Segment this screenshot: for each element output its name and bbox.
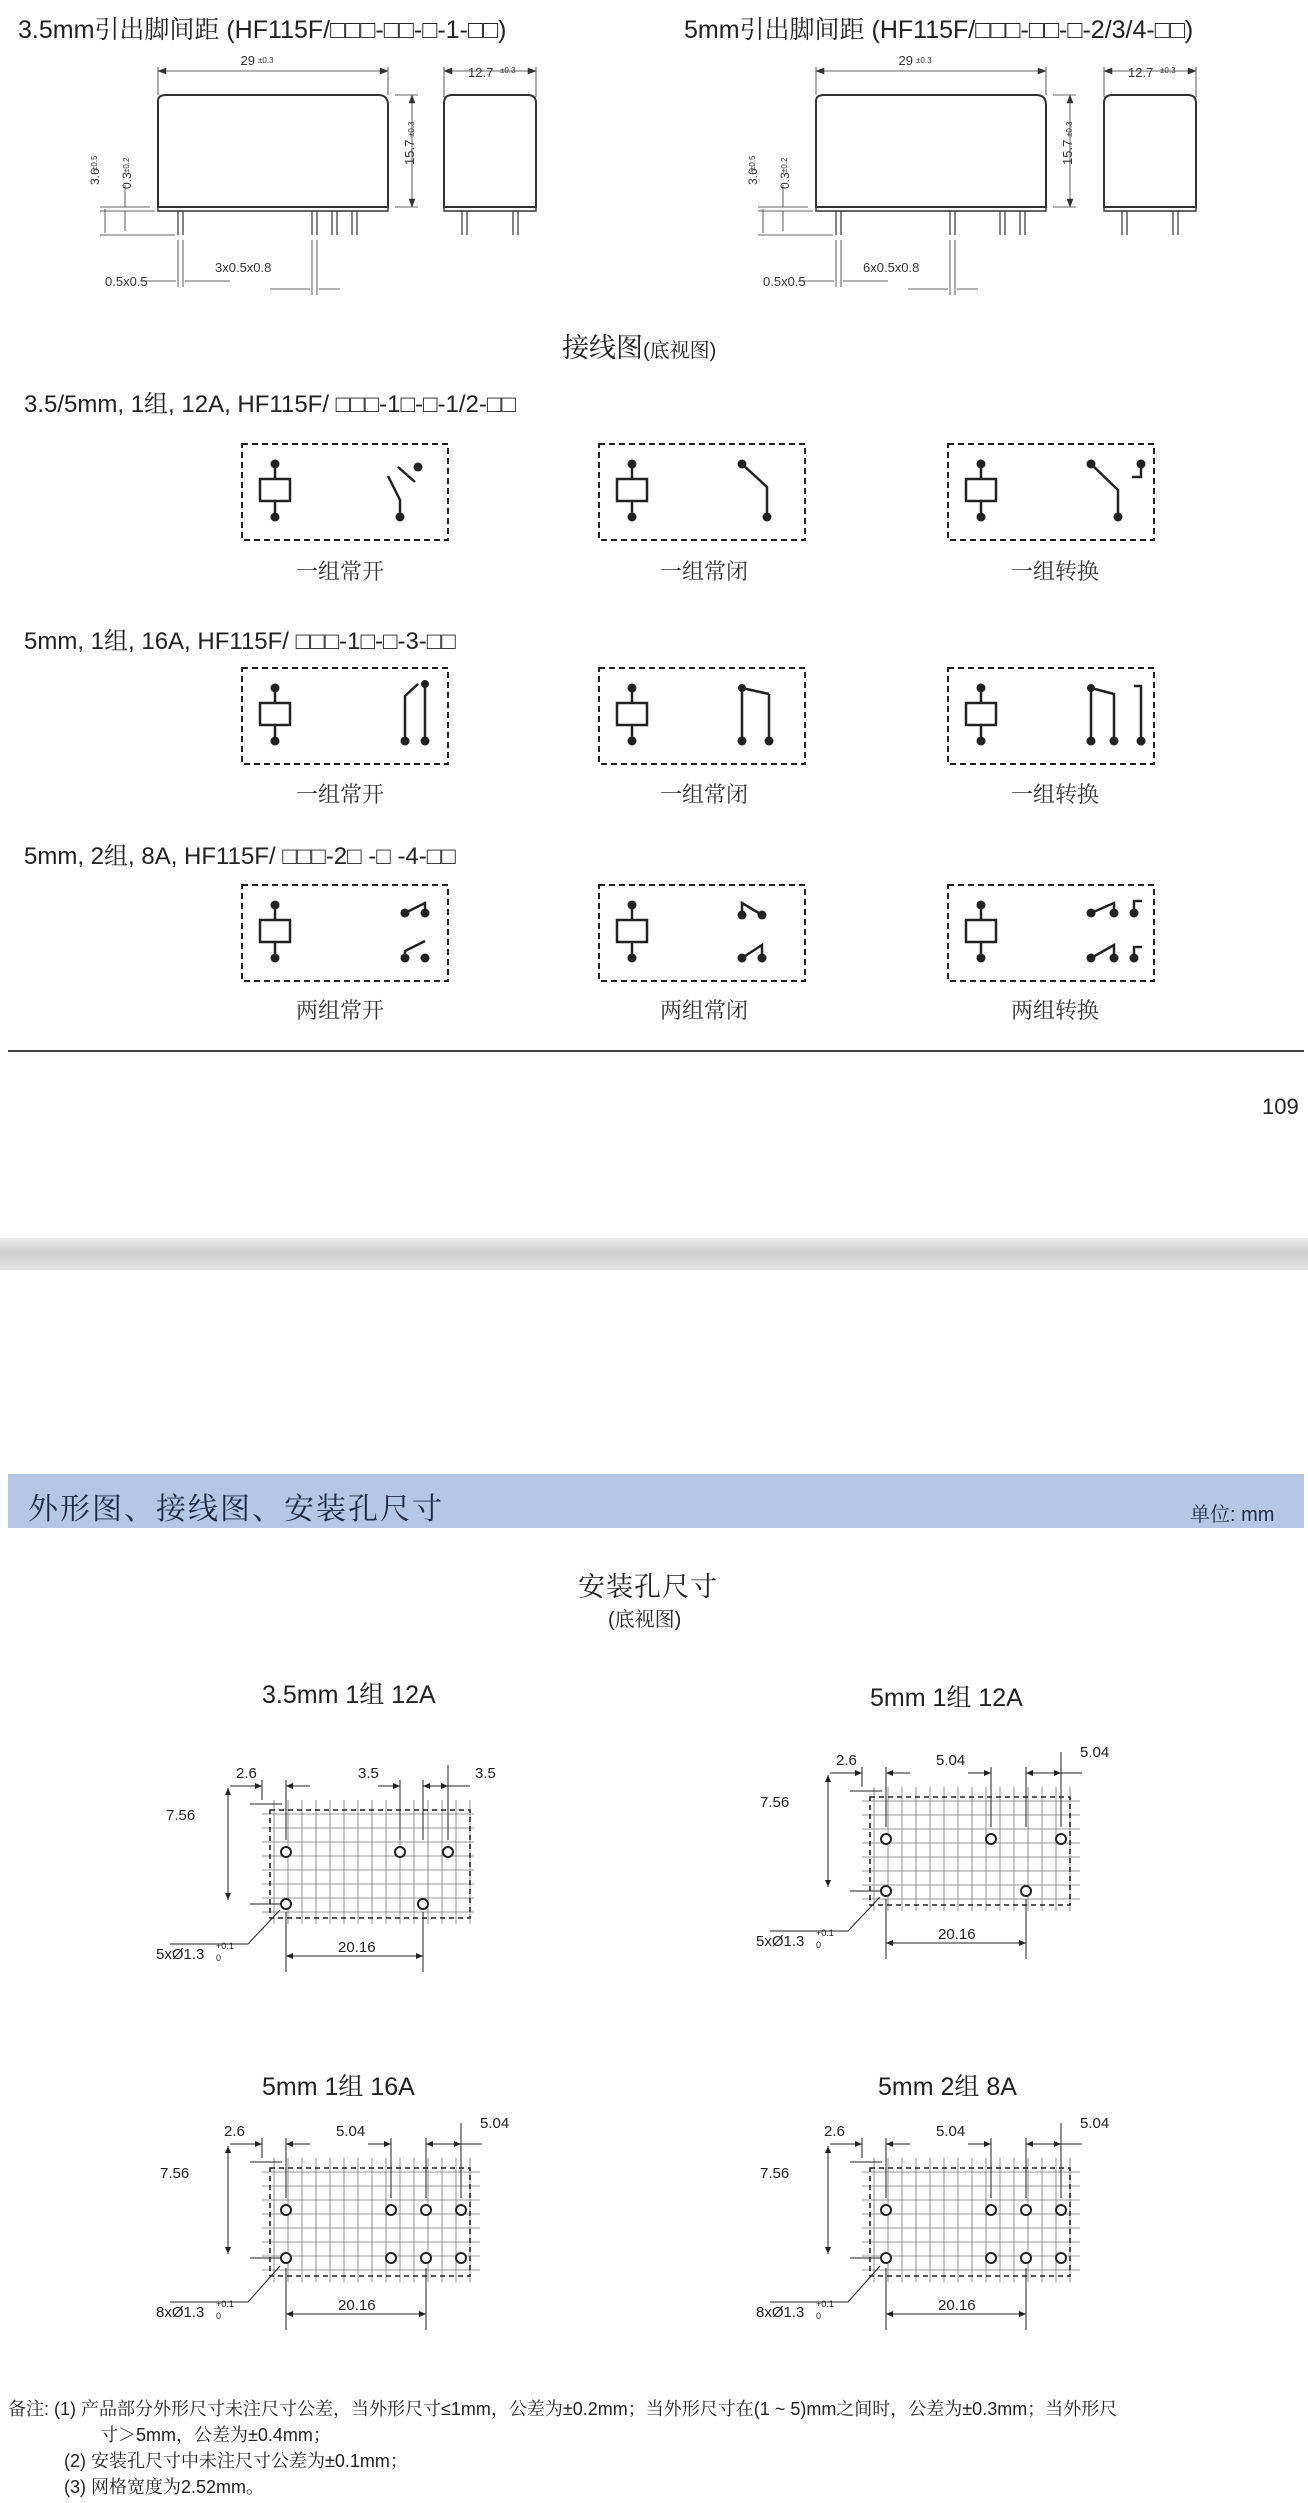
dim-hole-tol: +0.1 (816, 2299, 834, 2309)
dim-standoff-tol: ±0.2 (780, 157, 789, 173)
caption-3-co: 两组转换 (1010, 998, 1099, 1023)
wiring-subtitle: (底视图) (643, 340, 717, 362)
outline-drawing-right (738, 55, 1088, 300)
dim-hole-tol0: 0 (816, 1940, 822, 1950)
dim-width: 29 (898, 55, 913, 68)
dim-right: 5.04 (1080, 1747, 1110, 1761)
page-number: 109 (1262, 1094, 1299, 1119)
divider (8, 1050, 1304, 1052)
dim-span: 20.16 (938, 2297, 976, 2314)
dim-pin-size2: 3x0.5x0.8 (215, 260, 272, 275)
hole-pattern-d (750, 2118, 1120, 2338)
dim-hole-tol0: 0 (216, 1953, 222, 1963)
dim-mid: 5.04 (936, 1752, 966, 1769)
dim-pin-size: 0.5x0.5 (105, 274, 148, 289)
outline-drawing-left (80, 55, 430, 300)
dim-mid: 5.04 (936, 2123, 966, 2140)
dim-left: 2.6 (236, 1765, 257, 1782)
dim-standoff-tol: ±0.2 (122, 157, 131, 173)
dim-height-tol: ±0.3 (407, 121, 416, 137)
caption-2-co: 一组转换 (1010, 782, 1099, 807)
notes-label: 备注: (8, 2399, 50, 2419)
notes (8, 2396, 1117, 2500)
note-1-cont: 寸＞5mm，公差为±0.4mm； (100, 2425, 331, 2445)
dim-right: 5.04 (1080, 2118, 1110, 2132)
side-drawing-right (1096, 55, 1216, 255)
dim-side-width-tol: ±0.3 (1160, 66, 1176, 75)
note-1: (1) 产品部分外形尺寸未注尺寸公差，当外形尺寸≤1mm，公差为±0.2mm；当外形尺寸在(1 ~ 5)mm之间时，公差为±0.3mm；当外形尺 (54, 2399, 1118, 2419)
dim-height: 15.7 (402, 139, 417, 165)
dim-pin-len-tol: ±0.5 (748, 155, 757, 171)
dim-right: 5.04 (480, 2118, 510, 2132)
dim-width-tol: ±0.3 (258, 56, 274, 65)
page-separator (0, 1238, 1308, 1270)
section-band (8, 1474, 1304, 1528)
caption-2-nc: 一组常闭 (659, 782, 748, 807)
dim-standoff: 0.3 (120, 172, 134, 189)
dim-span: 20.16 (338, 1939, 376, 1956)
dim-holes: 8xØ1.3 (756, 2304, 805, 2321)
side-drawing-left (436, 55, 556, 255)
dim-pin-len: 3.6 (88, 168, 102, 185)
dim-left: 2.6 (224, 2123, 245, 2140)
dim-hole-tol: +0.1 (816, 1928, 834, 1938)
dim-title-left: 3.5mm引出脚间距 (HF115F/□□□-□□-□-1-□□) (18, 16, 507, 44)
dim-hole-tol0: 0 (216, 2311, 222, 2321)
dim-pin-len: 3.6 (746, 168, 760, 185)
hole-pattern-c (150, 2118, 520, 2338)
wiring-title: 接线图(底视图) (562, 333, 717, 363)
pattern-title-a: 3.5mm 1组 12A (262, 1681, 436, 1709)
group-title-2: 5mm, 1组, 16A, HF115F/ □□□-1□-□-3-□□ (24, 628, 456, 655)
dim-mid: 3.5 (358, 1765, 379, 1782)
dim-height: 7.56 (166, 1807, 196, 1824)
dim-hole-tol: +0.1 (216, 2299, 234, 2309)
pattern-title-c: 5mm 1组 16A (262, 2073, 415, 2101)
diagram-3-co (946, 883, 1164, 986)
mount-subtitle: (底视图) (608, 1609, 682, 1631)
group-title-1: 3.5/5mm, 1组, 12A, HF115F/ □□□-1□-□-1/2-□□ (24, 391, 516, 418)
dim-span: 20.16 (938, 1926, 976, 1943)
dim-holes: 5xØ1.3 (756, 1933, 805, 1950)
section-title: 外形图、接线图、安装孔尺寸 (28, 1493, 444, 1526)
dim-height: 7.56 (760, 1794, 790, 1811)
dim-mid: 5.04 (336, 2123, 366, 2140)
caption-1-co: 一组转换 (1010, 559, 1099, 584)
pattern-title-b: 5mm 1组 12A (870, 1684, 1023, 1712)
caption-1-no: 一组常开 (295, 559, 384, 584)
dim-left: 2.6 (836, 1752, 857, 1769)
diagram-3-no (240, 883, 458, 986)
diagram-1-nc (597, 442, 815, 545)
hole-pattern-a (150, 1760, 510, 1980)
dim-width: 29 (240, 55, 255, 68)
dim-standoff: 0.3 (778, 172, 792, 189)
dim-height: 7.56 (160, 2165, 190, 2182)
caption-3-no: 两组常开 (295, 998, 384, 1023)
dim-left: 2.6 (824, 2123, 845, 2140)
dim-side-width: 12.7 (468, 65, 494, 80)
unit-label: 单位: mm (1190, 1504, 1275, 1526)
pattern-title-d: 5mm 2组 8A (878, 2073, 1017, 2101)
diagram-1-no (240, 442, 458, 545)
dim-pin-len-tol: ±0.5 (90, 155, 99, 171)
caption-2-no: 一组常开 (295, 782, 384, 807)
diagram-2-nc (597, 666, 815, 769)
dim-hole-tol: +0.1 (216, 1941, 234, 1951)
dim-holes: 5xØ1.3 (156, 1946, 205, 1963)
diagram-2-no (240, 666, 458, 769)
caption-1-nc: 一组常闭 (659, 559, 748, 584)
dim-pin-size2: 6x0.5x0.8 (863, 260, 920, 275)
dim-height: 15.7 (1060, 139, 1075, 165)
mount-title: 安装孔尺寸 (578, 1572, 718, 1602)
dim-title-right: 5mm引出脚间距 (HF115F/□□□-□□-□-2/3/4-□□) (684, 16, 1194, 44)
diagram-1-co (946, 442, 1164, 545)
dim-pin-size: 0.5x0.5 (763, 274, 806, 289)
dim-height-tol: ±0.3 (1065, 121, 1074, 137)
note-2: (2) 安装孔尺寸中未注尺寸公差为±0.1mm； (64, 2451, 408, 2471)
dim-span: 20.16 (338, 2297, 376, 2314)
dim-height: 7.56 (760, 2165, 790, 2182)
dim-side-width-tol: ±0.3 (500, 66, 516, 75)
dim-right: 3.5 (475, 1765, 496, 1782)
hole-pattern-b (750, 1747, 1120, 1967)
dim-width-tol: ±0.3 (916, 56, 932, 65)
note-3: (3) 网格宽度为2.52mm。 (64, 2477, 265, 2497)
caption-3-nc: 两组常闭 (659, 998, 748, 1023)
diagram-3-nc (597, 883, 815, 986)
dim-hole-tol0: 0 (816, 2311, 822, 2321)
dim-holes: 8xØ1.3 (156, 2304, 205, 2321)
dim-side-width: 12.7 (1128, 65, 1154, 80)
group-title-3: 5mm, 2组, 8A, HF115F/ □□□-2□ -□ -4-□□ (24, 843, 456, 870)
diagram-2-co (946, 666, 1164, 769)
